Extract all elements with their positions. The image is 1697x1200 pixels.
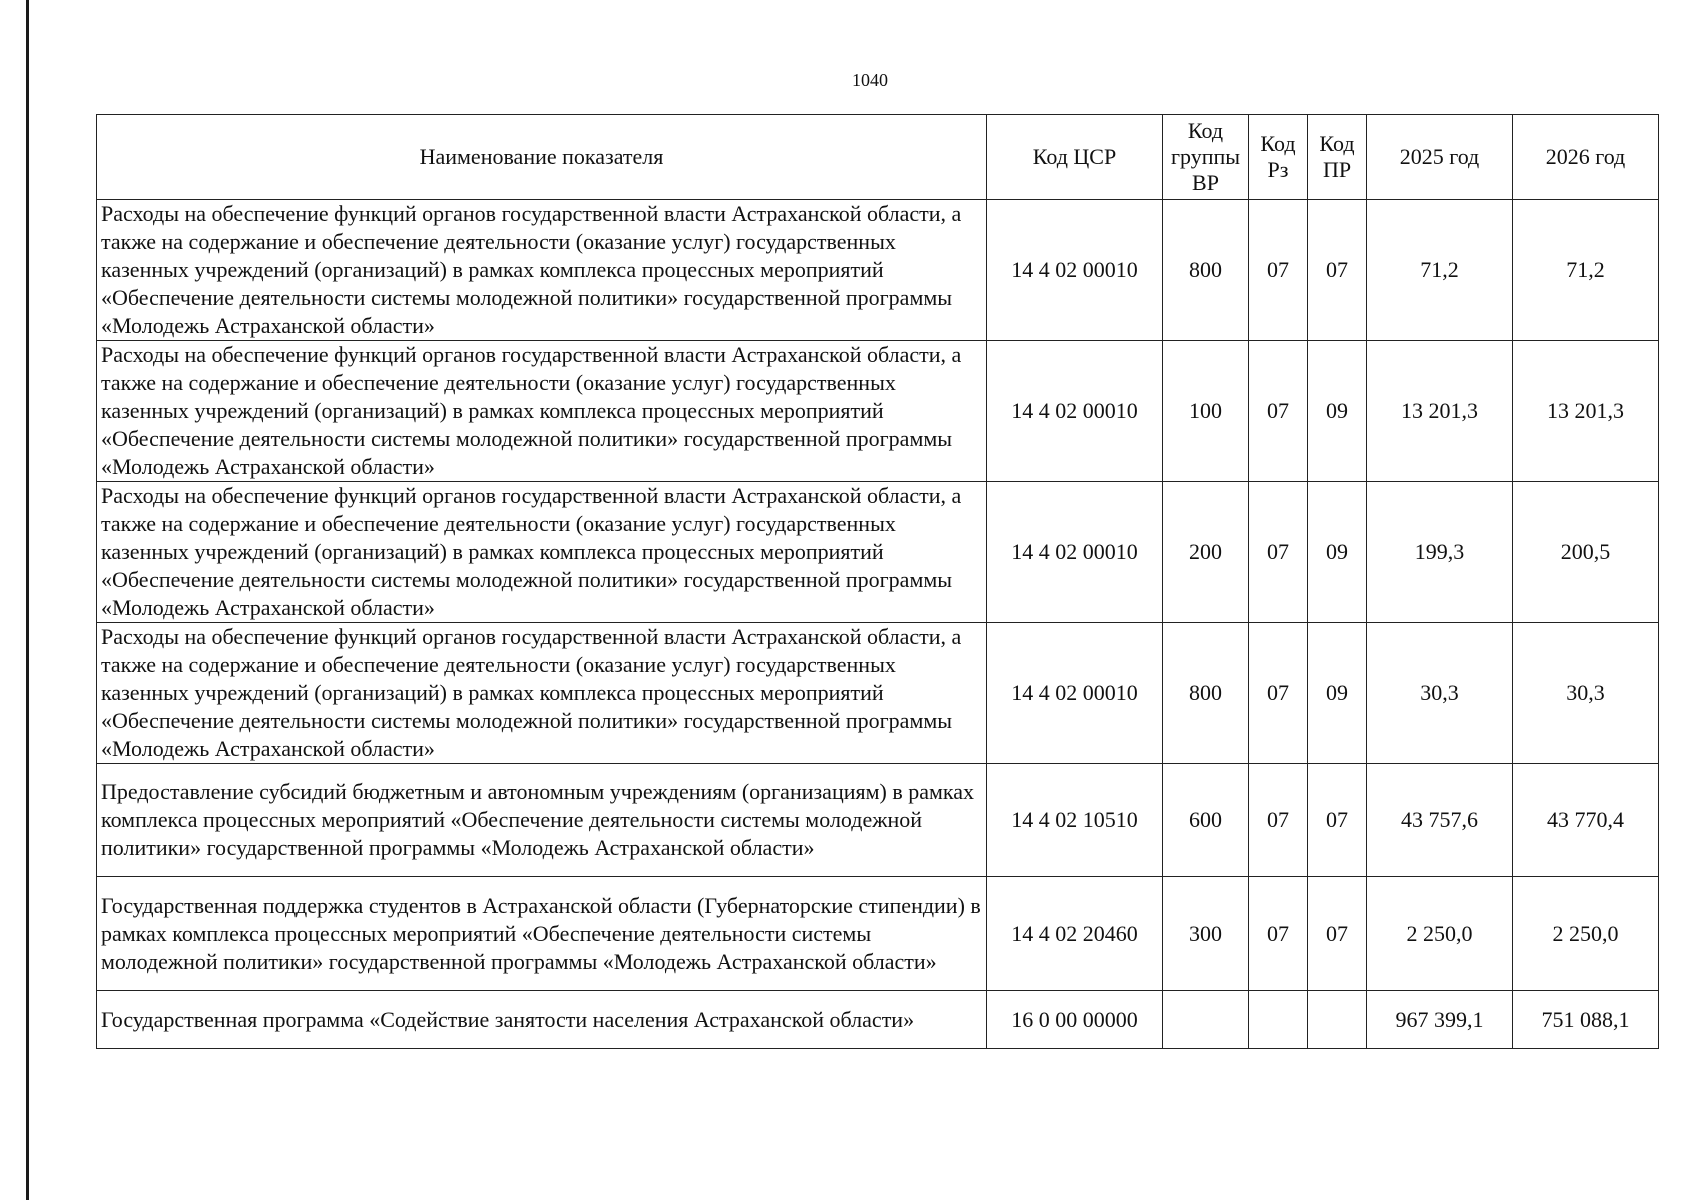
cell-csr: 14 4 02 00010 (987, 200, 1163, 341)
header-vr: Код группы ВР (1163, 115, 1249, 200)
cell-rz: 07 (1249, 482, 1308, 623)
cell-name: Расходы на обеспечение функций органов государственной власти Астраханской области, а также на содержание и обеспечение деятельности (оказание услуг) государственных казенных учреждений (организаций) в рамках комплекса процессных мероприятий «Обеспечение деятельности системы молодежной политики» государственной программы «Молодежь Астраханской области» (97, 482, 987, 623)
table-row (97, 623, 1659, 764)
table-row (97, 482, 1659, 623)
cell-2026: 751 088,1 (1513, 991, 1659, 1049)
cell-rz: 07 (1249, 200, 1308, 341)
header-rz: Код Рз (1249, 115, 1308, 200)
cell-name: Расходы на обеспечение функций органов государственной власти Астраханской области, а также на содержание и обеспечение деятельности (оказание услуг) государственных казенных учреждений (организаций) в рамках комплекса процессных мероприятий «Обеспечение деятельности системы молодежной политики» государственной программы «Молодежь Астраханской области» (97, 623, 987, 764)
cell-rz: 07 (1249, 341, 1308, 482)
cell-2026: 13 201,3 (1513, 341, 1659, 482)
cell-name: Расходы на обеспечение функций органов государственной власти Астраханской области, а также на содержание и обеспечение деятельности (оказание услуг) государственных казенных учреждений (организаций) в рамках комплекса процессных мероприятий «Обеспечение деятельности системы молодежной политики» государственной программы «Молодежь Астраханской области» (97, 341, 987, 482)
cell-rz: 07 (1249, 764, 1308, 877)
cell-pr (1308, 991, 1367, 1049)
cell-pr: 09 (1308, 482, 1367, 623)
header-name: Наименование показателя (97, 115, 987, 200)
cell-vr: 800 (1163, 623, 1249, 764)
cell-csr: 14 4 02 00010 (987, 341, 1163, 482)
cell-2025: 43 757,6 (1367, 764, 1513, 877)
binding-margin-line (26, 0, 29, 1200)
cell-2025: 30,3 (1367, 623, 1513, 764)
table-row (97, 764, 1659, 877)
cell-2026: 2 250,0 (1513, 877, 1659, 991)
cell-vr: 300 (1163, 877, 1249, 991)
cell-2025: 71,2 (1367, 200, 1513, 341)
cell-2026: 43 770,4 (1513, 764, 1659, 877)
cell-2025: 2 250,0 (1367, 877, 1513, 991)
cell-rz: 07 (1249, 877, 1308, 991)
cell-name: Государственная программа «Содействие занятости населения Астраханской области» (97, 991, 987, 1049)
cell-csr: 14 4 02 10510 (987, 764, 1163, 877)
cell-vr (1163, 991, 1249, 1049)
cell-pr: 07 (1308, 200, 1367, 341)
cell-pr: 07 (1308, 764, 1367, 877)
cell-csr: 14 4 02 20460 (987, 877, 1163, 991)
cell-rz (1249, 991, 1308, 1049)
cell-pr: 09 (1308, 341, 1367, 482)
cell-name: Государственная поддержка студентов в Астраханской области (Губернаторские стипендии) в рамках комплекса процессных мероприятий «Обеспечение деятельности системы молодежной политики» государственной программы «Молодежь Астраханской области» (97, 877, 987, 991)
cell-rz: 07 (1249, 623, 1308, 764)
header-2025: 2025 год (1367, 115, 1513, 200)
cell-vr: 200 (1163, 482, 1249, 623)
table-row (97, 877, 1659, 991)
cell-2026: 200,5 (1513, 482, 1659, 623)
cell-2025: 967 399,1 (1367, 991, 1513, 1049)
table-row (97, 200, 1659, 341)
header-csr: Код ЦСР (987, 115, 1163, 200)
cell-pr: 09 (1308, 623, 1367, 764)
cell-name: Расходы на обеспечение функций органов государственной власти Астраханской области, а также на содержание и обеспечение деятельности (оказание услуг) государственных казенных учреждений (организаций) в рамках комплекса процессных мероприятий «Обеспечение деятельности системы молодежной политики» государственной программы «Молодежь Астраханской области» (97, 200, 987, 341)
cell-pr: 07 (1308, 877, 1367, 991)
cell-2026: 30,3 (1513, 623, 1659, 764)
cell-csr: 14 4 02 00010 (987, 482, 1163, 623)
budget-table (96, 114, 1659, 1049)
table-row (97, 341, 1659, 482)
header-2026: 2026 год (1513, 115, 1659, 200)
cell-name: Предоставление субсидий бюджетным и автономным учреждениям (организациям) в рамках комплекса процессных мероприятий «Обеспечение деятельности системы молодежной политики» государственной программы «Молодежь Астраханской области» (97, 764, 987, 877)
cell-2025: 199,3 (1367, 482, 1513, 623)
cell-2026: 71,2 (1513, 200, 1659, 341)
table-header-row (97, 115, 1659, 200)
table-row (97, 991, 1659, 1049)
cell-vr: 600 (1163, 764, 1249, 877)
cell-csr: 16 0 00 00000 (987, 991, 1163, 1049)
cell-vr: 100 (1163, 341, 1249, 482)
header-pr: Код ПР (1308, 115, 1367, 200)
cell-2025: 13 201,3 (1367, 341, 1513, 482)
cell-vr: 800 (1163, 200, 1249, 341)
cell-csr: 14 4 02 00010 (987, 623, 1163, 764)
page-number: 1040 (852, 70, 888, 90)
